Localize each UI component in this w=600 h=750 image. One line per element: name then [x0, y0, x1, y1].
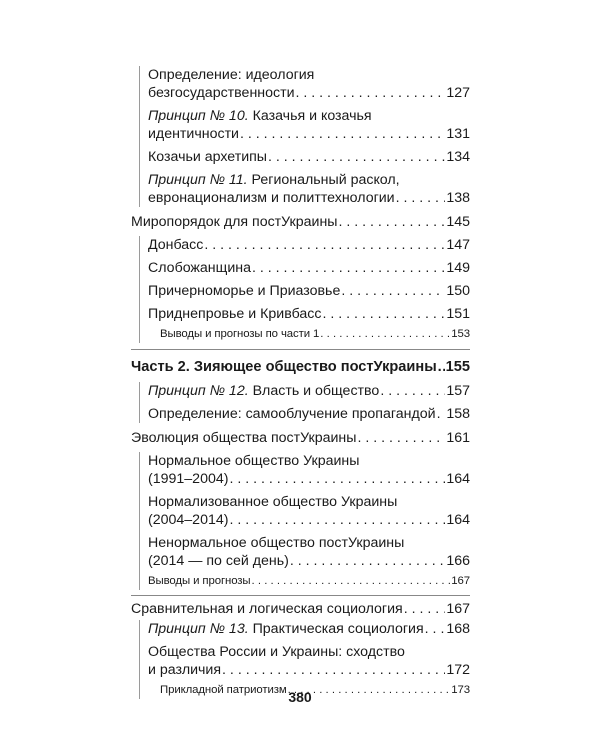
toc-line — [148, 236, 470, 254]
divider — [131, 595, 470, 596]
toc-line — [148, 405, 470, 423]
toc-entry — [148, 66, 470, 102]
toc-entry-title: идентичности — [148, 126, 239, 142]
toc-entry-title: Выводы и прогнозы по части 1 — [160, 328, 320, 340]
toc-page-number: 166 — [446, 553, 470, 569]
leader-dots — [290, 552, 445, 570]
toc-line — [148, 620, 470, 638]
toc-page-number: 150 — [446, 283, 470, 299]
leader-dots — [341, 282, 445, 300]
toc-entry — [148, 452, 470, 488]
toc-entry — [148, 171, 470, 207]
leader-dots — [296, 84, 446, 102]
toc-line — [148, 171, 470, 189]
toc-page-number: 164 — [446, 471, 470, 487]
leader-dots — [320, 325, 450, 343]
toc-page-number: 167 — [446, 601, 470, 617]
toc-entry-title: Власть и общество — [248, 383, 380, 399]
principle-label: Принцип № 13. — [148, 621, 249, 637]
toc-section-title: Миропорядок для постУкраины — [131, 214, 338, 230]
toc-group-part2-intro — [139, 382, 470, 423]
toc-page-number: 138 — [446, 190, 470, 206]
toc-page-number: 172 — [446, 662, 470, 678]
toc-group-regions — [139, 236, 470, 343]
toc-page-number: 173 — [451, 684, 470, 696]
toc-entry — [148, 382, 470, 400]
leader-dots — [204, 236, 445, 254]
toc-line — [148, 84, 470, 102]
toc-line — [148, 305, 470, 323]
toc-entry — [148, 107, 470, 143]
leader-dots — [357, 429, 445, 447]
toc-line — [148, 107, 470, 125]
toc-entry-title: Ненормальное общество постУкраины — [148, 535, 405, 551]
toc-entry — [148, 325, 470, 343]
leader-dots — [252, 572, 451, 590]
leader-dots — [229, 511, 445, 529]
toc-page-number: 158 — [446, 406, 470, 422]
toc-entry-title: Региональный раскол, — [247, 172, 400, 188]
leader-dots — [380, 382, 445, 400]
toc-line — [148, 661, 470, 679]
toc-entry — [148, 572, 470, 590]
leader-dots — [339, 213, 446, 231]
toc-entry-title: Козачьи архетипы — [148, 149, 268, 165]
toc-page-number: 151 — [446, 306, 470, 322]
toc-entry-title: Общества России и Украины: сходство — [148, 644, 405, 660]
toc-line — [131, 358, 470, 376]
toc-entry-title: Казачья и козачья — [248, 108, 372, 124]
toc-line — [131, 429, 470, 447]
toc-page-number: 153 — [451, 328, 470, 340]
toc-entry — [148, 493, 470, 529]
leader-dots — [425, 620, 446, 638]
leader-dots — [229, 470, 445, 488]
table-of-contents — [131, 66, 470, 704]
toc-line — [148, 534, 470, 552]
toc-entry-title: и различия — [148, 662, 222, 678]
toc-line — [131, 213, 470, 231]
leader-dots — [438, 358, 445, 376]
toc-line — [148, 470, 470, 488]
toc-entry-title: безгосударственности — [148, 85, 295, 101]
toc-entry-title: Нормализованное общество Украины — [148, 494, 398, 510]
toc-entry — [148, 148, 470, 166]
leader-dots — [404, 600, 446, 618]
leader-dots — [268, 148, 445, 166]
toc-page-number: 149 — [446, 260, 470, 276]
toc-group-sociology — [139, 620, 470, 699]
toc-page-number: 145 — [446, 214, 470, 230]
toc-entry-title: евронационализм и политтехнологии — [148, 190, 395, 206]
toc-entry — [148, 282, 470, 300]
toc-entry-title: Причерноморье и Приазовье — [148, 283, 341, 299]
toc-entry — [148, 305, 470, 323]
leader-dots — [322, 305, 445, 323]
toc-line — [148, 125, 470, 143]
toc-entry — [148, 620, 470, 638]
toc-entry — [148, 534, 470, 570]
leader-dots — [437, 405, 446, 423]
toc-line — [148, 572, 470, 590]
toc-page-number: 155 — [445, 359, 470, 375]
toc-line — [148, 493, 470, 511]
leader-dots — [396, 189, 446, 207]
toc-entry — [148, 643, 470, 679]
toc-entry-title: Приднепровье и Кривбасс — [148, 306, 322, 322]
toc-group-evolution — [139, 452, 470, 590]
toc-entry-title: Нормальное общество Украины — [148, 453, 360, 469]
toc-entry-title: Выводы и прогнозы — [148, 575, 251, 587]
toc-line — [131, 600, 470, 618]
toc-line — [148, 148, 470, 166]
toc-page-number: 167 — [451, 575, 470, 587]
divider — [131, 349, 470, 350]
toc-line — [148, 452, 470, 470]
toc-line — [148, 552, 470, 570]
principle-label: Принцип № 12. — [148, 383, 249, 399]
toc-entry-title: Слобожанщина — [148, 260, 251, 276]
toc-entry — [131, 429, 470, 447]
toc-entry-title: Донбасс — [148, 237, 204, 253]
toc-page-number: 157 — [446, 383, 470, 399]
toc-entry-title: Практическая социология — [248, 621, 424, 637]
toc-page-number: 134 — [446, 149, 470, 165]
toc-line — [148, 189, 470, 207]
toc-page-number: 161 — [446, 430, 470, 446]
toc-line — [160, 325, 470, 343]
toc-entry-title: (2004–2014) — [148, 512, 229, 528]
toc-entry — [148, 259, 470, 277]
toc-entry — [148, 236, 470, 254]
leader-dots — [240, 125, 445, 143]
toc-line — [148, 511, 470, 529]
toc-entry-title: (1991–2004) — [148, 471, 229, 487]
toc-entry — [148, 405, 470, 423]
toc-part-heading — [131, 358, 470, 376]
toc-line — [148, 643, 470, 661]
toc-line — [148, 382, 470, 400]
leader-dots — [252, 259, 445, 277]
toc-part-title: Часть 2. Зияющее общество постУкраины — [131, 359, 437, 375]
toc-line — [148, 66, 470, 84]
toc-entry — [131, 600, 470, 618]
leader-dots — [222, 661, 445, 679]
toc-page-number: 164 — [446, 512, 470, 528]
toc-line — [148, 282, 470, 300]
page-number: 380 — [288, 689, 312, 705]
toc-page-number: 127 — [446, 85, 470, 101]
toc-section-title: Эволюция общества постУкраины — [131, 430, 357, 446]
toc-page-number: 147 — [446, 237, 470, 253]
toc-group-part1-definitions — [139, 66, 470, 207]
toc-line — [148, 259, 470, 277]
principle-label: Принцип № 11. — [148, 172, 248, 188]
toc-entry-title: Определение: самооблучение пропагандой — [148, 406, 436, 422]
toc-page-number: 131 — [446, 126, 470, 142]
toc-entry — [131, 213, 470, 231]
toc-entry-title: (2014 — по сей день) — [148, 553, 289, 569]
toc-section-title: Сравнительная и логическая социология — [131, 601, 403, 617]
toc-page-number: 168 — [446, 621, 470, 637]
principle-label: Принцип № 10. — [148, 108, 249, 124]
toc-entry-title: Прикладной патриотизм — [160, 684, 287, 696]
toc-entry-title: Определение: идеология — [148, 67, 315, 83]
